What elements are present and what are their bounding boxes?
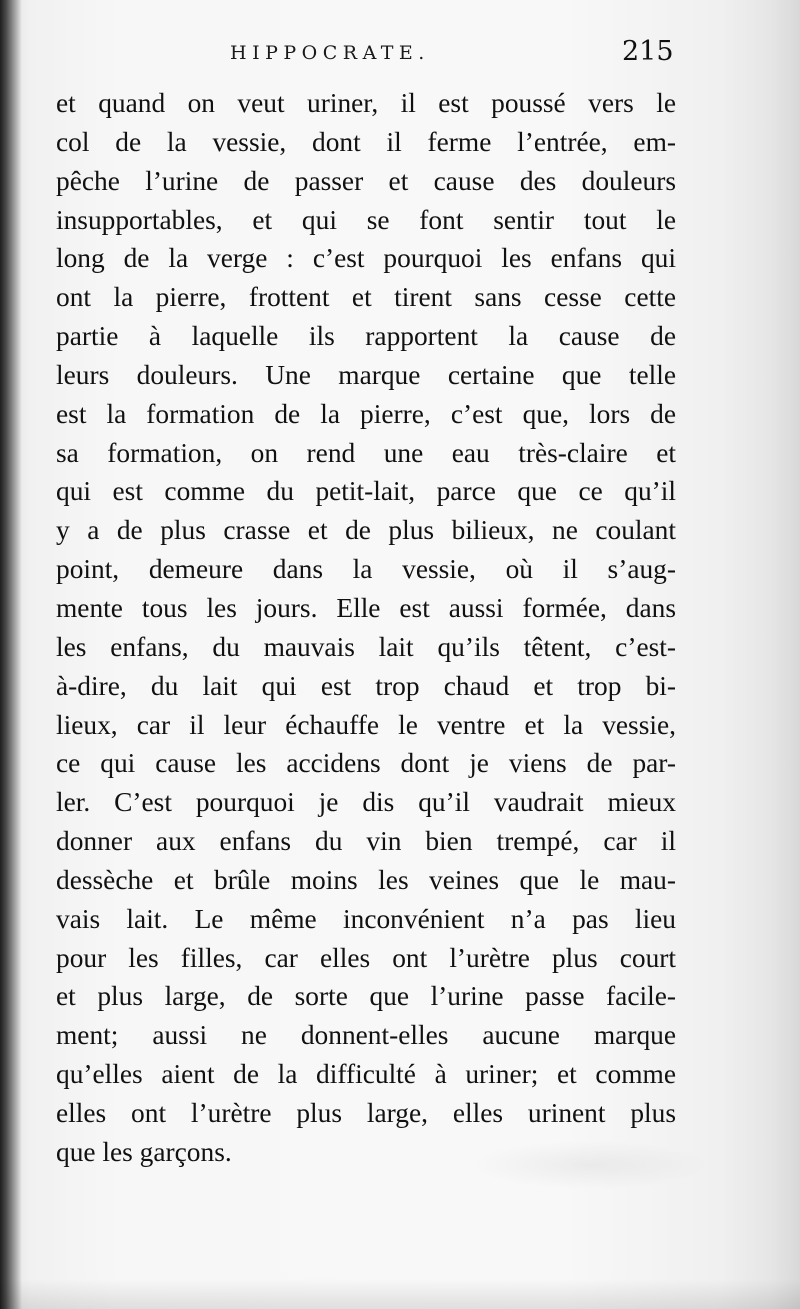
page-number: 215 <box>622 36 674 67</box>
text-line: et quand on veut uriner, il est poussé vers le <box>56 88 676 118</box>
text-line-last: que les garçons. <box>56 1136 232 1167</box>
body-text <box>56 84 676 1172</box>
text-line: sa formation, on rend une eau très-claire et <box>56 437 676 468</box>
text-line: col de la vessie, dont il ferme l’entrée, em- <box>56 126 676 157</box>
text-line: partie à laquelle ils rapportent la cause de <box>56 321 676 352</box>
page-bottom-shadow <box>0 1279 800 1309</box>
text-line: ler. C’est pourquoi je dis qu’il vaudrait mieux <box>56 787 676 818</box>
text-line: et plus large, de sorte que l’urine passe facile- <box>56 981 676 1012</box>
text-line: donner aux enfans du vin bien trempé, car il <box>56 826 676 857</box>
text-line: elles ont l’urètre plus large, elles urinent plus <box>56 1097 676 1128</box>
text-line: qui est comme du petit-lait, parce que ce qu’il <box>56 476 676 507</box>
text-line: ont la pierre, frottent et tirent sans cesse cette <box>56 282 676 313</box>
text-line: ment; aussi ne donnent-elles aucune marque <box>56 1020 676 1051</box>
text-line: à-dire, du lait qui est trop chaud et trop bi- <box>56 670 676 701</box>
running-title: HIPPOCRATE. <box>230 42 430 64</box>
text-line: long de la verge : c’est pourquoi les enfans qui <box>56 243 676 274</box>
text-line: leurs douleurs. Une marque certaine que telle <box>56 359 676 390</box>
text-line: ce qui cause les accidens dont je viens de par- <box>56 748 676 779</box>
text-line: pour les filles, car elles ont l’urètre plus court <box>56 942 676 973</box>
text-line: pêche l’urine de passer et cause des douleurs <box>56 165 676 196</box>
text-line: point, demeure dans la vessie, où il s’aug- <box>56 554 676 585</box>
text-line: lieux, car il leur échauffe le ventre et la vessie, <box>56 709 676 740</box>
text-line: y a de plus crasse et de plus bilieux, ne coulant <box>56 515 676 546</box>
text-line: est la formation de la pierre, c’est que, lors de <box>56 398 676 429</box>
text-line: mente tous les jours. Elle est aussi formée, dans <box>56 592 676 623</box>
page-gutter-shadow <box>0 0 22 1309</box>
text-line: qu’elles aient de la difficulté à uriner; et comme <box>56 1059 676 1090</box>
text-line: insupportables, et qui se font sentir tout le <box>56 204 676 235</box>
text-line: dessèche et brûle moins les veines que le mau- <box>56 864 676 895</box>
text-line: vais lait. Le même inconvénient n’a pas lieu <box>56 903 676 934</box>
text-line: les enfans, du mauvais lait qu’ils têtent, c’est- <box>56 631 676 662</box>
page-header <box>0 36 800 76</box>
show-through-bleed <box>470 1140 710 1190</box>
